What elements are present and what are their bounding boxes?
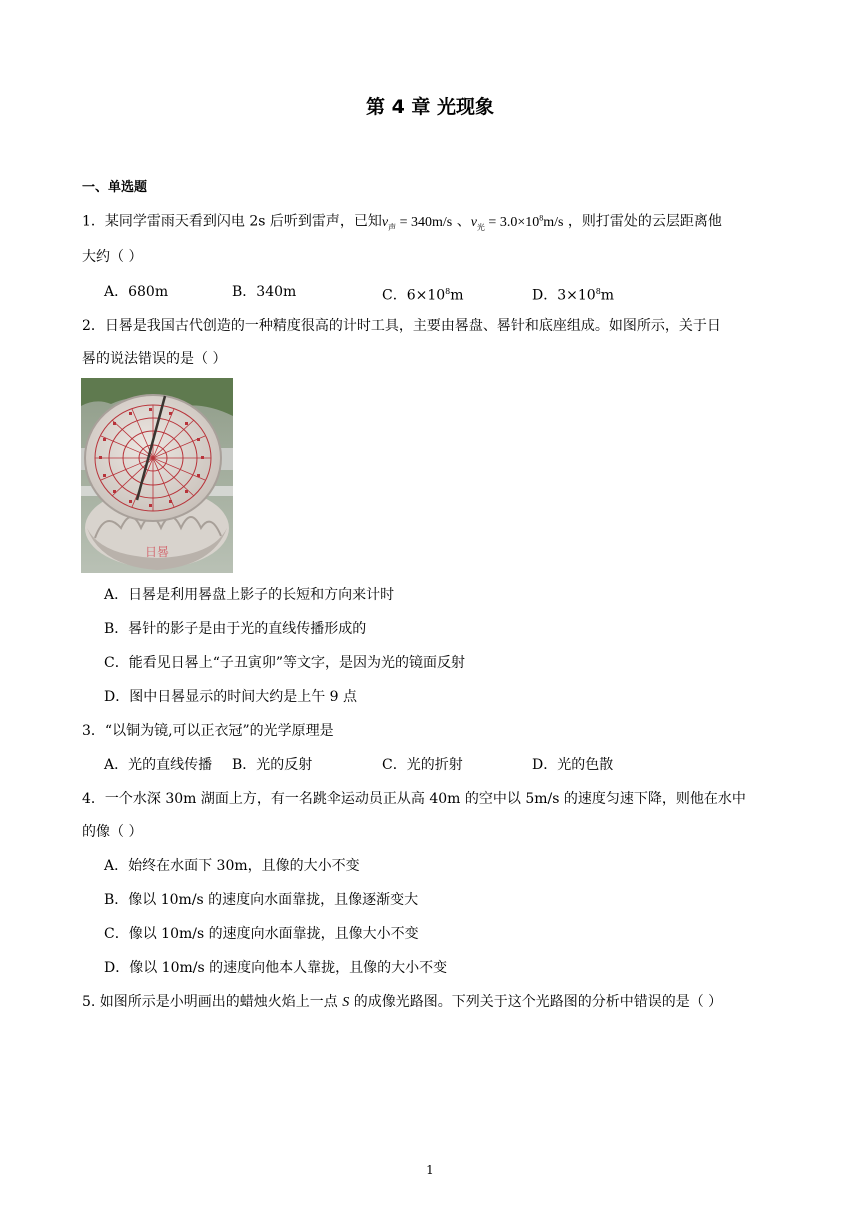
sundial-photo-caption: 日晷 xyxy=(144,545,170,559)
option-base: D．3×10 xyxy=(532,287,596,304)
question-5-variable: S xyxy=(342,995,350,1010)
question-3-option-b[interactable]: B．光的反射 xyxy=(232,757,313,773)
formula-variable: v xyxy=(381,214,389,230)
formula-light-speed xyxy=(471,215,564,230)
formula-value: = 3.0×10 xyxy=(484,214,540,230)
formula-unit: m/s xyxy=(543,214,564,230)
question-1-option-d[interactable] xyxy=(532,283,614,305)
question-4-line1: 4．一个水深 30m 湖面上方，有一名跳伞运动员正从高 40m 的空中以 5m/s 的速度匀速下降，则他在水中 xyxy=(82,791,746,807)
question-4-option-a[interactable]: A．始终在水面下 30m，且像的大小不变 xyxy=(104,858,360,874)
formula-separator: 、 xyxy=(452,213,471,230)
formula-variable: v xyxy=(470,214,477,230)
question-4-option-d[interactable]: D．像以 10m/s 的速度向他本人靠拢，且像的大小不变 xyxy=(104,960,448,976)
question-3-option-d[interactable]: D．光的色散 xyxy=(532,757,614,773)
question-2-option-b[interactable]: B．晷针的影子是由于光的直线传播形成的 xyxy=(104,621,367,637)
question-2-option-c[interactable]: C．能看见日晷上“子丑寅卯”等文字，是因为光的镜面反射 xyxy=(104,655,466,671)
question-2-option-d[interactable]: D．图中日晷显示的时间大约是上午 9 点 xyxy=(104,689,358,705)
question-2-option-a[interactable]: A．日晷是利用晷盘上影子的长短和方向来计时 xyxy=(104,587,395,603)
formula-sound-speed xyxy=(382,215,452,230)
question-1-stem xyxy=(82,209,722,236)
formula-subscript: 声 xyxy=(388,222,397,232)
question-5-text-b: 的成像光路图。下列关于这个光路图的分析中错误的是（ ） xyxy=(349,994,723,1010)
question-1-suffix: ，则打雷处的云层距离他 xyxy=(563,213,722,230)
question-2-line2: 晷的说法错误的是（ ） xyxy=(82,351,227,367)
question-1-option-b[interactable]: B．340m xyxy=(232,284,297,300)
option-exponent: 8 xyxy=(595,287,601,296)
question-1-option-c[interactable] xyxy=(382,283,464,305)
question-3-option-c[interactable]: C．光的折射 xyxy=(382,757,463,773)
sundial-photo xyxy=(81,378,233,573)
question-4-line2: 的像（ ） xyxy=(82,824,143,840)
question-1-option-a[interactable]: A．680m xyxy=(104,284,169,300)
page-number: 1 xyxy=(426,1163,434,1177)
question-3-line1: 3．“以铜为镜,可以正衣冠”的光学原理是 xyxy=(82,723,334,739)
question-5-line1 xyxy=(82,993,722,1012)
formula-subscript: 光 xyxy=(476,222,485,232)
question-3-option-a[interactable]: A．光的直线传播 xyxy=(104,757,213,773)
page-title: 第 4 章 光现象 xyxy=(365,96,495,118)
question-5-text-a: 5. 如图所示是小明画出的蜡烛火焰上一点 xyxy=(82,994,343,1010)
formula-exponent: 8 xyxy=(539,213,544,222)
option-unit: m xyxy=(450,287,464,304)
question-4-option-c[interactable]: C．像以 10m/s 的速度向水面靠拢，且像大小不变 xyxy=(104,926,419,942)
option-base: C．6×10 xyxy=(382,287,446,304)
question-2-line1: 2．日晷是我国古代创造的一种精度很高的计时工具，主要由晷盘、晷针和底座组成。如图所示，关于日 xyxy=(82,318,721,334)
section-heading: 一、单选题 xyxy=(82,180,148,195)
question-1-prefix: 1．某同学雷雨天看到闪电 2s 后听到雷声，已知 xyxy=(82,213,382,230)
formula-value: = 340m/s xyxy=(396,214,453,230)
option-unit: m xyxy=(600,287,615,304)
question-1-line2: 大约（ ） xyxy=(82,249,143,265)
question-4-option-b[interactable]: B．像以 10m/s 的速度向水面靠拢，且像逐渐变大 xyxy=(104,892,419,908)
option-exponent: 8 xyxy=(445,287,451,296)
